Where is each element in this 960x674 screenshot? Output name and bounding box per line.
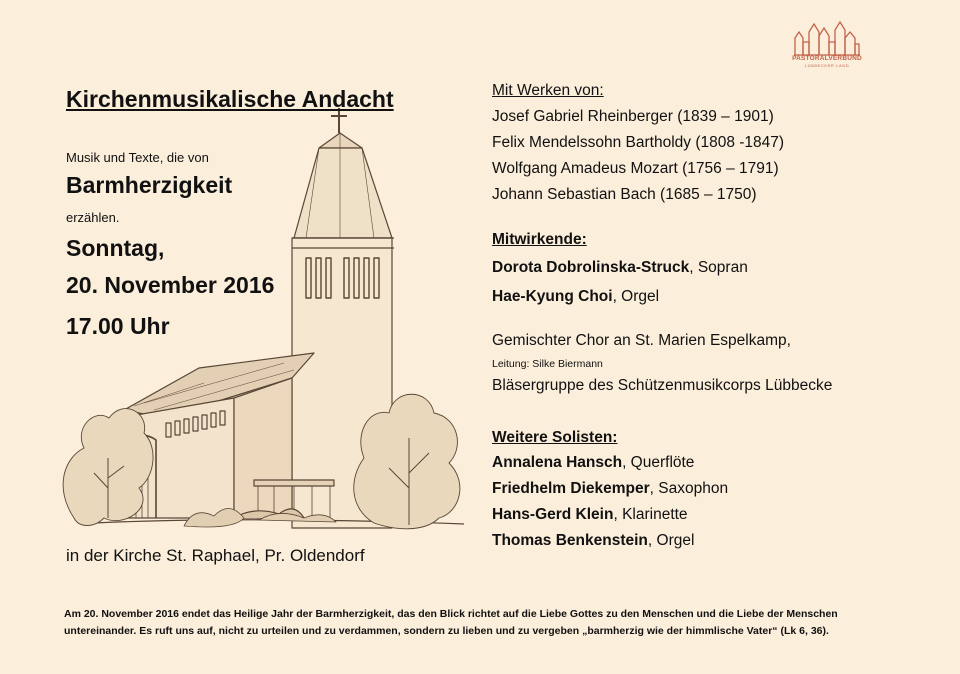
soloist-role: , Saxophon xyxy=(649,480,729,497)
participants-heading: Mitwirkende: xyxy=(492,231,587,248)
event-time: 17.00 Uhr xyxy=(66,313,170,339)
logo-name: PASTORALVERBUND xyxy=(792,55,862,62)
footer-note: Am 20. November 2016 endet das Heilige Jahr der Barmherzigkeit, das den Blick richtet auf die Liebe Gottes zu den Menschen und die Liebe der Menschen untereinander. Es ruft uns auf, nicht zu urteilen und zu verdammen, sondern zu lieben und zu vergeben „barmherzig wie der himmlische Vater“ (Lk 6, 36). xyxy=(64,608,838,637)
event-intro: Musik und Texte, die von xyxy=(66,150,209,165)
soloist-item xyxy=(492,532,694,550)
participant-name: Dorota Dobrolinska-Struck xyxy=(492,259,690,276)
pastoralverbund-logo xyxy=(792,20,862,72)
soloist-name: Friedhelm Diekemper xyxy=(492,480,650,497)
event-date: 20. November 2016 xyxy=(66,272,275,298)
composer-item: Felix Mendelssohn Bartholdy (1808 -1847) xyxy=(492,134,785,151)
event-title: Kirchenmusikalische Andacht xyxy=(66,86,394,112)
event-location: in der Kirche St. Raphael, Pr. Oldendorf xyxy=(66,546,365,565)
participant-name: Hae-Kyung Choi xyxy=(492,288,613,305)
participant-role: , Orgel xyxy=(612,288,660,305)
soloist-role: , Querflöte xyxy=(622,454,695,471)
logo-subtitle: LÜBBECKER LAND xyxy=(804,63,850,68)
composer-item: Wolfgang Amadeus Mozart (1756 – 1791) xyxy=(492,160,779,177)
composer-item: Johann Sebastian Bach (1685 – 1750) xyxy=(492,186,757,203)
event-theme: Barmherzigkeit xyxy=(66,172,233,198)
soloists-heading: Weitere Solisten: xyxy=(492,429,618,446)
soloist-item xyxy=(492,454,694,472)
church-towers-logo-icon xyxy=(792,20,862,56)
soloist-item xyxy=(492,480,728,498)
soloist-name: Hans-Gerd Klein xyxy=(492,506,614,523)
event-day: Sonntag, xyxy=(66,235,165,261)
participant-role: , Sopran xyxy=(689,259,748,276)
participant-item xyxy=(492,259,748,277)
works-heading: Mit Werken von: xyxy=(492,82,604,99)
choir-line: Gemischter Chor an St. Marien Espelkamp, xyxy=(492,332,791,349)
soloist-role: , Orgel xyxy=(647,532,695,549)
soloist-role: , Klarinette xyxy=(613,506,688,523)
soloist-name: Thomas Benkenstein xyxy=(492,532,648,549)
event-intro-end: erzählen. xyxy=(66,210,120,225)
participant-item xyxy=(492,288,659,306)
soloist-item xyxy=(492,506,688,524)
composer-item: Josef Gabriel Rheinberger (1839 – 1901) xyxy=(492,108,774,125)
choir-leader: Leitung: Silke Biermann xyxy=(492,358,603,370)
brass-line: Bläsergruppe des Schützenmusikcorps Lübbecke xyxy=(492,377,833,394)
soloist-name: Annalena Hansch xyxy=(492,454,623,471)
